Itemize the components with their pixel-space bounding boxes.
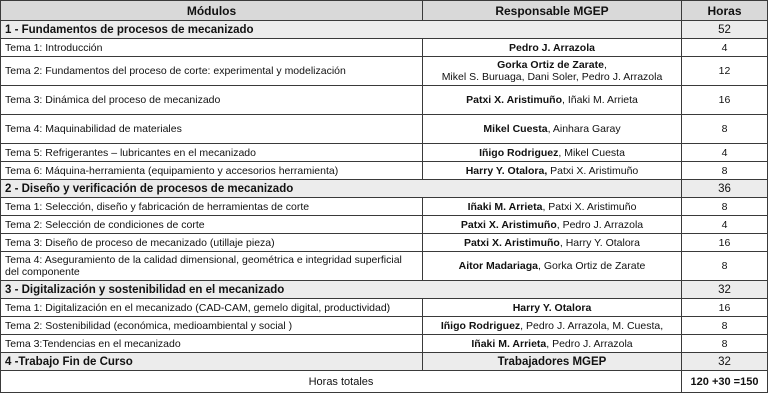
responsable-cell (423, 317, 682, 335)
responsable-others: , Pedro J. Arrazola (556, 218, 644, 231)
header-responsable: Responsable MGEP (423, 1, 682, 21)
hours-cell: 8 (682, 162, 768, 180)
hours-cell: 16 (682, 234, 768, 252)
responsable-lead: Mikel Cuesta (483, 123, 548, 135)
table-row (1, 162, 768, 180)
tema-cell: Tema 2: Fundamentos del proceso de corte: experimental y modelización (1, 57, 423, 86)
hours-cell: 8 (682, 115, 768, 144)
responsable-others: , Iñaki M. Arrieta (562, 94, 638, 106)
hours-cell: 8 (682, 252, 768, 281)
header-modulos: Módulos (1, 1, 423, 21)
responsable-cell (423, 234, 682, 252)
section-hours: 36 (682, 180, 768, 198)
section-row (1, 281, 768, 299)
responsable-lead: Harry Y. Otalora, (465, 164, 548, 177)
responsable-cell (423, 115, 682, 144)
responsable-others: , Ainhara Garay (547, 123, 621, 135)
responsable-others: , Patxi X. Aristimuño (542, 200, 637, 213)
table-row (1, 39, 768, 57)
responsable-lead: Iñigo Rodriguez (440, 319, 521, 332)
header-row (1, 1, 768, 21)
header-horas: Horas (682, 1, 768, 21)
tema-cell: Tema 1: Digitalización en el mecanizado (CAD-CAM, gemelo digital, productividad) (1, 299, 423, 317)
responsable-others: , Pedro J. Arrazola, M. Cuesta, (520, 319, 664, 332)
responsable-lead: Iñaki M. Arrieta (467, 200, 543, 213)
section-hours: 52 (682, 21, 768, 39)
responsable-lead: Harry Y. Otalora (512, 301, 592, 314)
total-value: 120 +30 =150 (682, 371, 768, 393)
hours-cell: 16 (682, 86, 768, 115)
hours-cell: 12 (682, 57, 768, 86)
section-row (1, 353, 768, 371)
tema-cell: Tema 1: Selección, diseño y fabricación de herramientas de corte (1, 198, 423, 216)
table-row (1, 115, 768, 144)
table-row (1, 86, 768, 115)
responsable-cell (423, 252, 682, 281)
section-hours: 32 (682, 281, 768, 299)
responsable-cell (423, 86, 682, 115)
tema-cell: Tema 5: Refrigerantes – lubricantes en el mecanizado (1, 144, 423, 162)
total-label: Horas totales (1, 371, 682, 393)
responsable-cell (423, 198, 682, 216)
table-row (1, 299, 768, 317)
responsable-others: , Pedro J. Arrazola (546, 337, 633, 350)
responsable-cell (423, 144, 682, 162)
responsable-others: Patxi X. Aristimuño (547, 164, 639, 177)
section-responsable: Trabajadores MGEP (423, 353, 682, 371)
responsable-cell (423, 57, 682, 86)
table-row (1, 317, 768, 335)
responsable-others: , Gorka Ortiz de Zarate (537, 260, 646, 272)
responsable-others: , Mikel Cuesta (558, 146, 625, 159)
responsable-lead: Pedro J. Arrazola (509, 41, 595, 54)
responsable-cell (423, 39, 682, 57)
table-row (1, 252, 768, 281)
section-row (1, 180, 768, 198)
responsable-lead: Aitor Madariaga (458, 260, 538, 272)
table-row (1, 198, 768, 216)
section-title: 4 -Trabajo Fin de Curso (1, 353, 423, 371)
responsable-cell (423, 335, 682, 353)
responsable-lead: Iñaki M. Arrieta (471, 337, 547, 350)
total-row (1, 371, 768, 393)
tema-cell: Tema 4: Maquinabilidad de materiales (1, 115, 423, 144)
section-title: 2 - Diseño y verificación de procesos de mecanizado (1, 180, 682, 198)
tema-cell: Tema 2: Sostenibilidad (económica, medioambiental y social ) (1, 317, 423, 335)
responsable-cell (423, 299, 682, 317)
section-row (1, 21, 768, 39)
section-title: 3 - Digitalización y sostenibilidad en el mecanizado (1, 281, 682, 299)
hours-cell: 8 (682, 317, 768, 335)
tema-cell: Tema 4: Aseguramiento de la calidad dimensional, geométrica e integridad superficial del componente (1, 252, 423, 281)
responsable-others: , Harry Y. Otalora (559, 236, 641, 249)
hours-cell: 4 (682, 39, 768, 57)
tema-cell: Tema 1: Introducción (1, 39, 423, 57)
table-row (1, 234, 768, 252)
hours-cell: 8 (682, 335, 768, 353)
tema-cell: Tema 3: Dinámica del proceso de mecanizado (1, 86, 423, 115)
responsable-lead: Patxi X. Aristimuño (460, 218, 557, 231)
responsable-cell (423, 162, 682, 180)
section-hours: 32 (682, 353, 768, 371)
table-row (1, 335, 768, 353)
responsable-lead: Gorka Ortiz de Zarate (497, 59, 604, 71)
table-row (1, 216, 768, 234)
hours-cell: 4 (682, 216, 768, 234)
responsable-lead: Iñigo Rodriguez (479, 146, 559, 159)
responsable-lead: Patxi X. Aristimuño (463, 236, 560, 249)
responsable-cell (423, 216, 682, 234)
hours-cell: 16 (682, 299, 768, 317)
table-row (1, 144, 768, 162)
tema-cell: Tema 6: Máquina-herramienta (equipamiento y accesorios herramienta) (1, 162, 423, 180)
responsable-others: , (603, 59, 607, 71)
responsable-lead: Patxi X. Aristimuño (466, 94, 563, 106)
tema-cell: Tema 2: Selección de condiciones de corte (1, 216, 423, 234)
tema-cell: Tema 3:Tendencias en el mecanizado (1, 335, 423, 353)
hours-cell: 4 (682, 144, 768, 162)
section-title: 1 - Fundamentos de procesos de mecanizado (1, 21, 682, 39)
hours-cell: 8 (682, 198, 768, 216)
tema-cell: Tema 3: Diseño de proceso de mecanizado (utillaje pieza) (1, 234, 423, 252)
responsable-others: Mikel S. Buruaga, Dani Soler, Pedro J. Arrazola (441, 71, 663, 83)
table-row (1, 57, 768, 86)
